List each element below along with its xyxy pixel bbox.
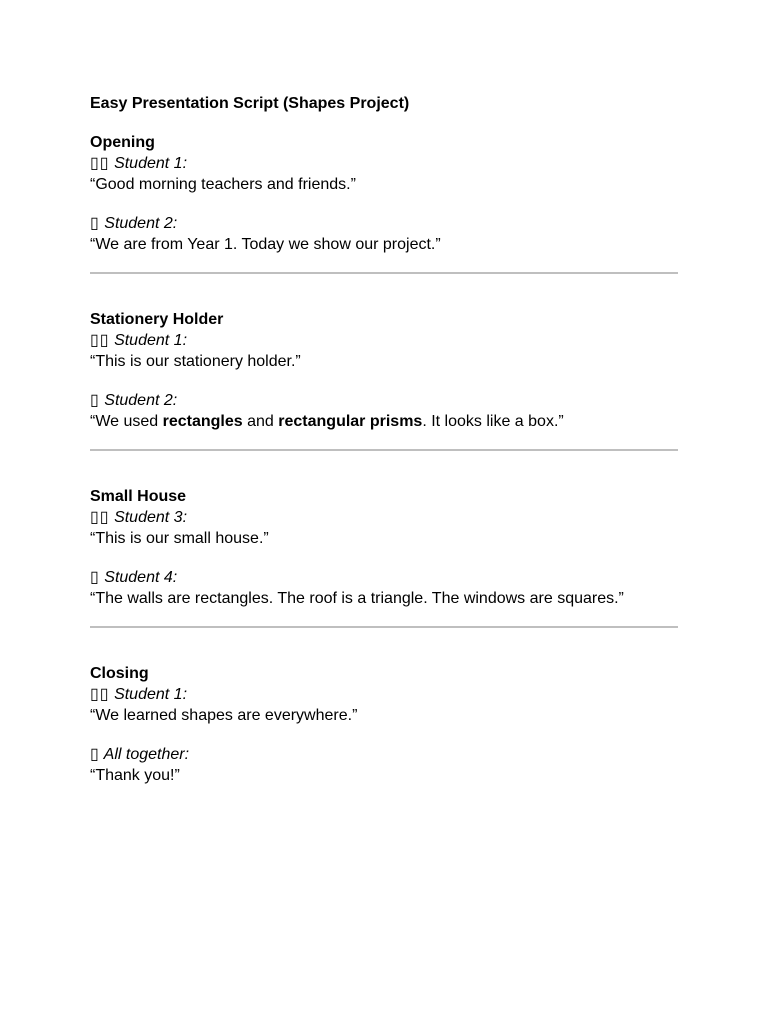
horizontal-divider [90, 449, 678, 451]
quote-text: “The walls are rectangles. The roof is a triangle. The windows are squares.” [90, 590, 624, 607]
missing-glyph-icon: ▯▯ [90, 686, 110, 703]
missing-glyph-icon: ▯ [90, 746, 100, 763]
section-closing [90, 663, 678, 786]
section-heading: Closing [90, 665, 149, 682]
section-heading: Stationery Holder [90, 311, 224, 328]
speaker-line [90, 567, 678, 588]
section-heading: Small House [90, 488, 187, 505]
bold-term: rectangular prisms [278, 413, 423, 430]
document-title: Easy Presentation Script (Shapes Project) [90, 95, 410, 112]
quote-text: “This is our small house.” [90, 530, 269, 547]
section-heading: Opening [90, 134, 155, 151]
quote-text: “We learned shapes are everywhere.” [90, 707, 358, 724]
quote-text: “This is our stationery holder.” [90, 353, 301, 370]
section-small-house [90, 486, 678, 609]
quote-fragment: and [242, 413, 279, 430]
section-stationery-holder [90, 309, 678, 432]
speaker-label: Student 3: [114, 509, 188, 526]
quote-text [90, 411, 678, 432]
missing-glyph-icon: ▯▯ [90, 155, 110, 172]
quote-fragment: “We used [90, 413, 163, 430]
speaker-label: Student 4: [104, 569, 178, 586]
speaker-line [90, 330, 678, 351]
speaker-line [90, 153, 678, 174]
horizontal-divider [90, 626, 678, 628]
section-opening [90, 132, 678, 255]
speaker-label: All together: [103, 746, 190, 763]
missing-glyph-icon: ▯▯ [90, 509, 110, 526]
speaker-line [90, 684, 678, 705]
speaker-line [90, 744, 678, 765]
speaker-label: Student 1: [114, 686, 188, 703]
speaker-line [90, 213, 678, 234]
speaker-label: Student 1: [114, 155, 188, 172]
speaker-label: Student 2: [104, 392, 178, 409]
speaker-label: Student 1: [114, 332, 188, 349]
missing-glyph-icon: ▯ [90, 569, 100, 586]
speaker-line [90, 390, 678, 411]
document-page [90, 93, 678, 786]
missing-glyph-icon: ▯ [90, 392, 100, 409]
speaker-label: Student 2: [104, 215, 178, 232]
quote-text: “Thank you!” [90, 767, 180, 784]
quote-fragment: . It looks like a box.” [422, 413, 564, 430]
missing-glyph-icon: ▯▯ [90, 332, 110, 349]
bold-term: rectangles [162, 413, 243, 430]
quote-text: “We are from Year 1. Today we show our project.” [90, 236, 441, 253]
horizontal-divider [90, 272, 678, 274]
missing-glyph-icon: ▯ [90, 215, 100, 232]
speaker-line [90, 507, 678, 528]
quote-text: “Good morning teachers and friends.” [90, 176, 356, 193]
